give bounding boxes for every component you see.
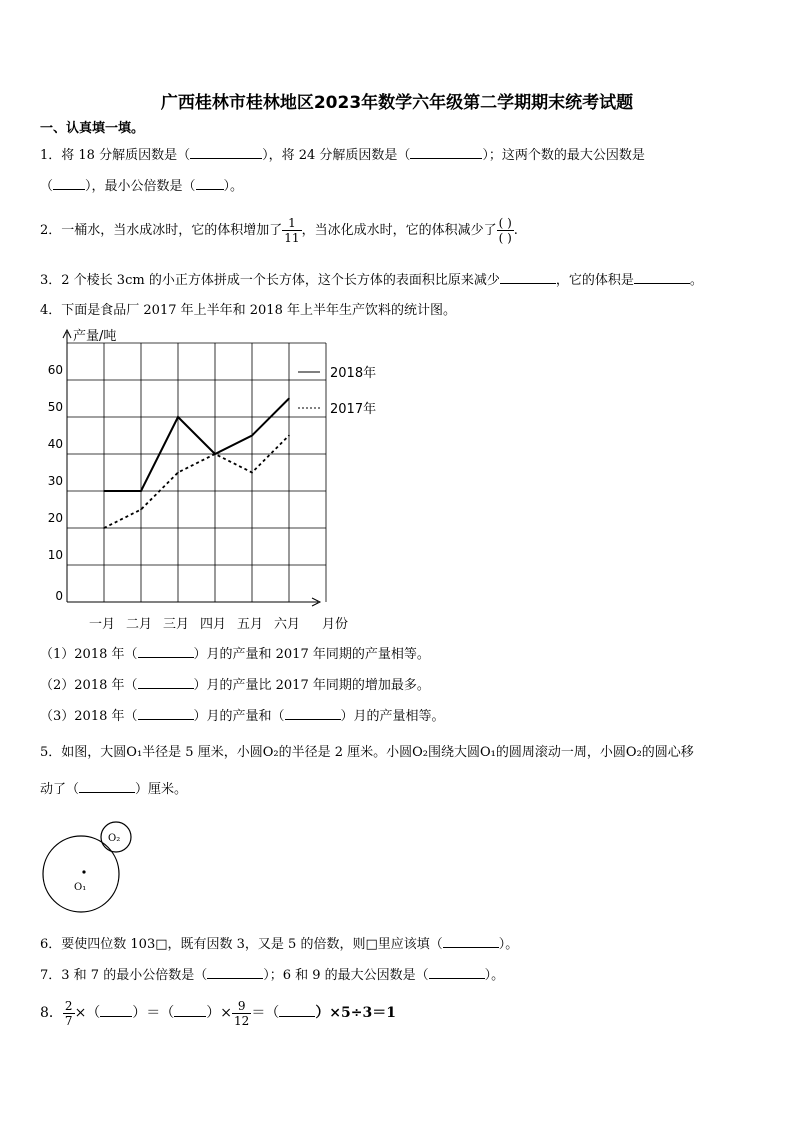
q8-blank-2[interactable]: [174, 1004, 206, 1017]
series-point: [177, 416, 179, 418]
question-2: [40, 212, 518, 250]
q8-text-c: ）＝（: [132, 1005, 175, 1021]
q8-text-e: ＝（: [251, 1005, 280, 1021]
circles-figure: [40, 818, 140, 918]
q4-s3-text-b: ）月的产量和（: [193, 709, 285, 724]
q5-text-g: 动了（: [40, 782, 80, 797]
series-line-2017年: [104, 436, 289, 529]
y-tick-label: 30: [47, 474, 63, 488]
q7-blank-2[interactable]: [429, 966, 485, 979]
q1-text-c: ）；这两个数的最大公因数是: [482, 148, 645, 163]
q4-s1-text-a: （1）2018 年（: [40, 647, 138, 662]
y-tick-label: 20: [47, 511, 63, 525]
q5-text-b: 半径是 5 厘米，小圆: [142, 745, 263, 760]
legend-label: 2018年: [330, 366, 377, 381]
x-tick-label: 一月: [88, 617, 116, 632]
q1-blank-4[interactable]: [196, 177, 224, 190]
q1-blank-1[interactable]: [190, 146, 262, 159]
question-1-line-1: [40, 146, 645, 165]
x-tick-label: 六月: [273, 617, 301, 632]
section-heading: 一、认真填一填。: [40, 121, 145, 136]
q4-s1-text-b: ）月的产量和 2017 年同期的产量相等。: [193, 647, 430, 662]
question-4: 4．下面是食品厂 2017 年上半年和 2018 年上半年生产饮料的统计图。: [40, 303, 456, 318]
series-point: [251, 435, 253, 437]
y-tick-label: 10: [47, 548, 63, 562]
q5-o2-a: O₂: [262, 745, 279, 760]
y-tick-label: 60: [47, 363, 63, 377]
series-point: [288, 435, 290, 437]
page-title: 广西桂林市桂林地区2023年数学六年级第二学期期末统考试题: [160, 93, 634, 113]
x-tick-label: 三月: [162, 617, 190, 632]
q8-text-a: 8．: [40, 1005, 63, 1021]
q5-text-f: 的圆心移: [641, 745, 694, 760]
q1-text-d: （: [40, 179, 54, 194]
q6-text-b: ）。: [498, 937, 519, 952]
q1-blank-3[interactable]: [53, 177, 85, 190]
q4-s1-blank[interactable]: [138, 645, 194, 658]
q5-text-h: ）厘米。: [135, 782, 188, 797]
q1-text-a: 1．将 18 分解质因数是（: [40, 148, 191, 163]
series-point: [177, 472, 179, 474]
q5-text-d: 围绕大圆: [428, 745, 481, 760]
q2-text-b: ，当冰化成水时，它的体积减少了: [301, 223, 497, 238]
q4-s3-blank-2[interactable]: [285, 707, 341, 720]
q1-text-e: ），最小公倍数是（: [85, 179, 196, 194]
q2-answer-fraction[interactable]: [497, 216, 514, 245]
q8-text-f: ）×5÷3＝1: [315, 1005, 396, 1021]
x-axis-label: 月份: [322, 617, 349, 632]
small-circle-label: O₂: [108, 833, 121, 844]
big-circle-center: [82, 870, 85, 873]
q8-text-b: ×（: [74, 1005, 101, 1021]
y-axis-label: 产量/吨: [73, 329, 117, 344]
q3-blank-1[interactable]: [500, 271, 556, 284]
q4-sub-2: [40, 676, 430, 695]
q5-text-a: 5．如图，大圆: [40, 745, 127, 760]
q5-o2-c: O₂: [625, 745, 642, 760]
y-tick-labels: [48, 363, 63, 603]
q5-o1-a: O₁: [126, 745, 143, 760]
q2-text-c: .: [513, 223, 518, 238]
x-tick-label: 五月: [236, 617, 264, 632]
big-circle: [43, 836, 119, 912]
q3-blank-2[interactable]: [634, 271, 690, 284]
q4-s2-text-b: ）月的产量比 2017 年同期的增加最多。: [193, 678, 430, 693]
question-3: [40, 271, 703, 290]
q5-blank[interactable]: [79, 780, 135, 793]
q4-s2-text-a: （2）2018 年（: [40, 678, 138, 693]
series-point: [288, 398, 290, 400]
question-8: [40, 994, 396, 1032]
question-1-line-2: [40, 177, 243, 196]
q1-text-f: ）。: [223, 179, 244, 194]
q8-f1-num: 2: [64, 998, 73, 1013]
q4-s3-blank-1[interactable]: [138, 707, 194, 720]
q3-text-c: 。: [689, 273, 703, 288]
q4-sub-3: [40, 707, 445, 726]
chart-axes: [63, 330, 320, 606]
q2-answer-num[interactable]: ( ): [498, 216, 512, 230]
x-tick-label: 四月: [199, 617, 227, 632]
question-5-line-2: [40, 780, 187, 799]
q8-text-d: ）×: [206, 1005, 233, 1021]
series-line-2018年: [104, 399, 289, 492]
q8-blank-3[interactable]: [279, 1004, 315, 1017]
series-point: [251, 472, 253, 474]
q2-text-a: 2．一桶水，当水成冰时，它的体积增加了: [40, 223, 283, 238]
production-line-chart: [40, 320, 380, 640]
series-point: [103, 527, 105, 529]
q2-frac-den: 11: [284, 231, 300, 245]
q2-fraction: [282, 216, 301, 245]
q4-sub-1: [40, 645, 430, 664]
big-circle-label: O₁: [74, 882, 87, 893]
legend-label: 2017年: [330, 402, 377, 417]
q8-f2-den: 12: [234, 1013, 250, 1028]
q2-frac-num: 1: [282, 216, 301, 231]
q7-text-b: ）；6 和 9 的最大公因数是（: [263, 968, 429, 983]
q8-blank-1[interactable]: [100, 1004, 132, 1017]
y-tick-label: 40: [47, 437, 63, 451]
q6-text-a: 6．要使四位数 103□，既有因数 3，又是 5 的倍数，则□里应该填（: [40, 937, 443, 952]
x-tick-label: 二月: [125, 617, 153, 632]
question-6: [40, 935, 518, 954]
series-point: [140, 509, 142, 511]
q7-text-c: ）。: [484, 968, 505, 983]
q4-s3-text-a: （3）2018 年（: [40, 709, 138, 724]
q4-s3-text-c: ）月的产量相等。: [340, 709, 445, 724]
q5-text-c: 的半径是 2 厘米。小圆: [278, 745, 413, 760]
q3-text-a: 3．2 个棱长 3cm 的小正方体拼成一个长方体，这个长方体的表面积比原来减少: [40, 273, 500, 288]
q8-fraction-1: [63, 999, 75, 1028]
series-point: [103, 490, 105, 492]
x-tick-labels: [89, 617, 300, 632]
series-point: [214, 453, 216, 455]
q3-text-b: ，它的体积是: [555, 273, 634, 288]
q1-blank-2[interactable]: [410, 146, 482, 159]
q5-text-e: 的圆周滚动一周，小圆: [495, 745, 626, 760]
chart-legend: [298, 365, 376, 417]
q8-f2-num: 9: [232, 999, 251, 1014]
series-point: [140, 490, 142, 492]
q7-blank-1[interactable]: [207, 966, 263, 979]
q2-answer-den[interactable]: ( ): [498, 231, 512, 245]
q5-o2-b: O₂: [412, 745, 428, 760]
q6-blank[interactable]: [443, 935, 499, 948]
question-7: [40, 966, 504, 985]
q8-fraction-2: [232, 999, 251, 1028]
q4-s2-blank[interactable]: [138, 676, 194, 689]
y-tick-label: 0: [55, 589, 63, 603]
question-5-line-1: [40, 744, 694, 762]
q5-o1-b: O₁: [480, 745, 496, 760]
chart-grid: [67, 343, 326, 602]
y-tick-label: 50: [47, 400, 63, 414]
q8-f1-den: 7: [64, 1013, 73, 1028]
q1-text-b: ），将 24 分解质因数是（: [262, 148, 411, 163]
q7-text-a: 7．3 和 7 的最小公倍数是（: [40, 968, 208, 983]
